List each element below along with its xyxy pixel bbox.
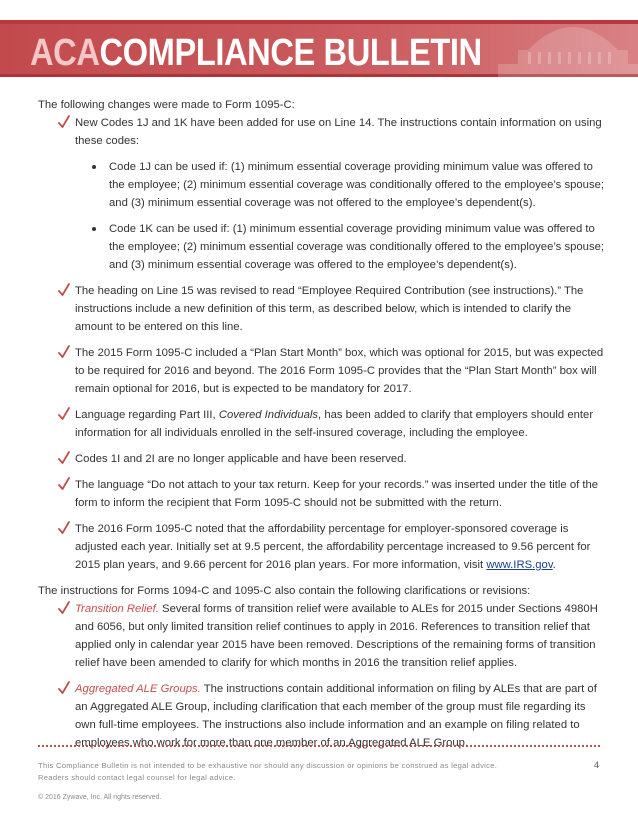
change-item-plan-start-month: [38, 344, 606, 398]
disclaimer-line-2: Readers should contact legal counsel for legal advice.: [38, 773, 236, 782]
change-text: Codes 1I and 2I are no longer applicable and have been reserved.: [75, 453, 407, 465]
checkmark-icon: [58, 477, 70, 491]
checkmark-icon: [58, 601, 70, 615]
change-text-main: The 2016 Form 1095-C noted that the affordability percentage for employer-sponsored coverage is adjusted each year. Initially set at 9.5 percent, the affordability percentage increased to 9.56 percent for 2015 plan years, and 9.66 percent for 2016 plan years. For more information, visit: [75, 523, 591, 571]
clarifications-intro: The instructions for Forms 1094-C and 1095-C also contain the following clarifications or revisions:: [38, 585, 531, 597]
disclaimer-line-1: This Compliance Bulletin is not intended to be exhaustive nor should any discussion or opinions be construed as legal advice.: [38, 761, 498, 770]
change-item-do-not-attach: [38, 476, 606, 512]
footer-disclaimer: [38, 760, 578, 784]
footer-divider: [38, 745, 600, 747]
clarification-transition-relief: [38, 600, 606, 672]
change-text-before: Language regarding Part III,: [75, 409, 219, 421]
change-item-line-15: [38, 282, 606, 336]
bullet-text: Code 1J can be used if: (1) minimum essential coverage providing minimum value was offered to the employee; (2) minimum essential coverage was conditionally offered to the employee’s spouse; and (3) minimum essential coverage was not offered to the employee’s dependent(s).: [109, 161, 605, 209]
title-compliance-bulletin: COMPLIANCE BULLETIN: [99, 32, 482, 74]
bullet-code-1k: [75, 220, 606, 274]
checkmark-icon: [58, 283, 70, 297]
clarification-text: [75, 600, 606, 672]
change-text: [75, 520, 606, 574]
bullet-dot-icon: [92, 165, 96, 169]
irs-gov-link[interactable]: www.IRS.gov: [486, 559, 553, 571]
clarification-body: Several forms of transition relief were available to ALEs for 2015 under Sections 4980H and 6056, but only limited transition relief continues to apply in 2016. References to transition relief that applied only in calendar year 2015 have been removed. Descriptions of the remaining forms of transition relief have been amended to clarify for which months in 2016 the transition relief applies.: [75, 603, 598, 669]
copyright-notice: © 2016 Zywave, Inc. All rights reserved.: [38, 794, 162, 801]
bullet-text: Code 1K can be used if: (1) minimum essential coverage providing minimum value was offered to the employee; (2) minimum essential coverage was conditionally offered to the employee’s spouse; and (3) minimum essential coverage was offered to the employee’s dependent(s).: [109, 223, 605, 271]
change-text-after: .: [552, 559, 556, 571]
checkmark-icon: [58, 407, 70, 421]
change-text: The language “Do not attach to your tax return. Keep for your records.” was inserted under the title of the form to inform the recipient that Form 1095-C should not be submitted with the return.: [75, 479, 599, 509]
change-text: New Codes 1J and 1K have been added for use on Line 14. The instructions contain information on using these codes:: [75, 117, 602, 147]
change-item-affordability: [38, 520, 606, 574]
checkmark-icon: [58, 345, 70, 359]
transition-relief-label: Transition Relief.: [75, 603, 159, 615]
changes-intro: The following changes were made to Form 1095-C:: [38, 99, 295, 111]
change-text-after: , has been added to clarify that employers should enter information for all individuals enrolled in the self-insured coverage, including the employee.: [75, 409, 594, 439]
bulletin-title: [30, 33, 482, 73]
checkmark-icon: [58, 681, 70, 695]
aggregated-ale-label: Aggregated ALE Groups.: [75, 683, 201, 695]
checkmark-icon: [58, 451, 70, 465]
change-text: The heading on Line 15 was revised to read “Employee Required Contribution (see instructions).” The instructions include a new definition of this term, as described below, which is intended to clarify the amount to be entered on this line.: [75, 285, 584, 333]
change-text: [75, 406, 606, 442]
change-text: The 2015 Form 1095-C included a “Plan Start Month” box, which was optional for 2015, but was expected to be required for 2016 and beyond. The 2016 Form 1095-C provides that the “Plan Start Month” box will remain optional for 2016, but is expected to be mandatory for 2017.: [75, 347, 604, 395]
bulletin-body: [38, 96, 606, 760]
page-number: 4: [594, 760, 600, 770]
bullet-code-1j: [75, 158, 606, 212]
change-item-reserved-codes: [38, 450, 606, 468]
clarification-text: [75, 680, 606, 752]
title-aca: ACA: [30, 32, 100, 74]
clarification-aggregated-ale: [38, 680, 606, 752]
bullet-dot-icon: [92, 227, 96, 231]
change-item-part-iii: [38, 406, 606, 442]
checkmark-icon: [58, 115, 70, 129]
change-item-new-codes: [38, 114, 606, 274]
clarification-body: The instructions contain additional information on filing by ALEs that are part of an Aggregated ALE Group, including clarification that each member of the group must file regarding its own full-time employees. The instructions also include information and an example on filing related to employees who work for more than one member of an Aggregated ALE Group.: [75, 683, 597, 749]
code-bullet-list: [75, 158, 606, 274]
header-banner: [0, 0, 638, 84]
checkmark-icon: [58, 521, 70, 535]
covered-individuals-term: Covered Individuals: [218, 409, 319, 421]
